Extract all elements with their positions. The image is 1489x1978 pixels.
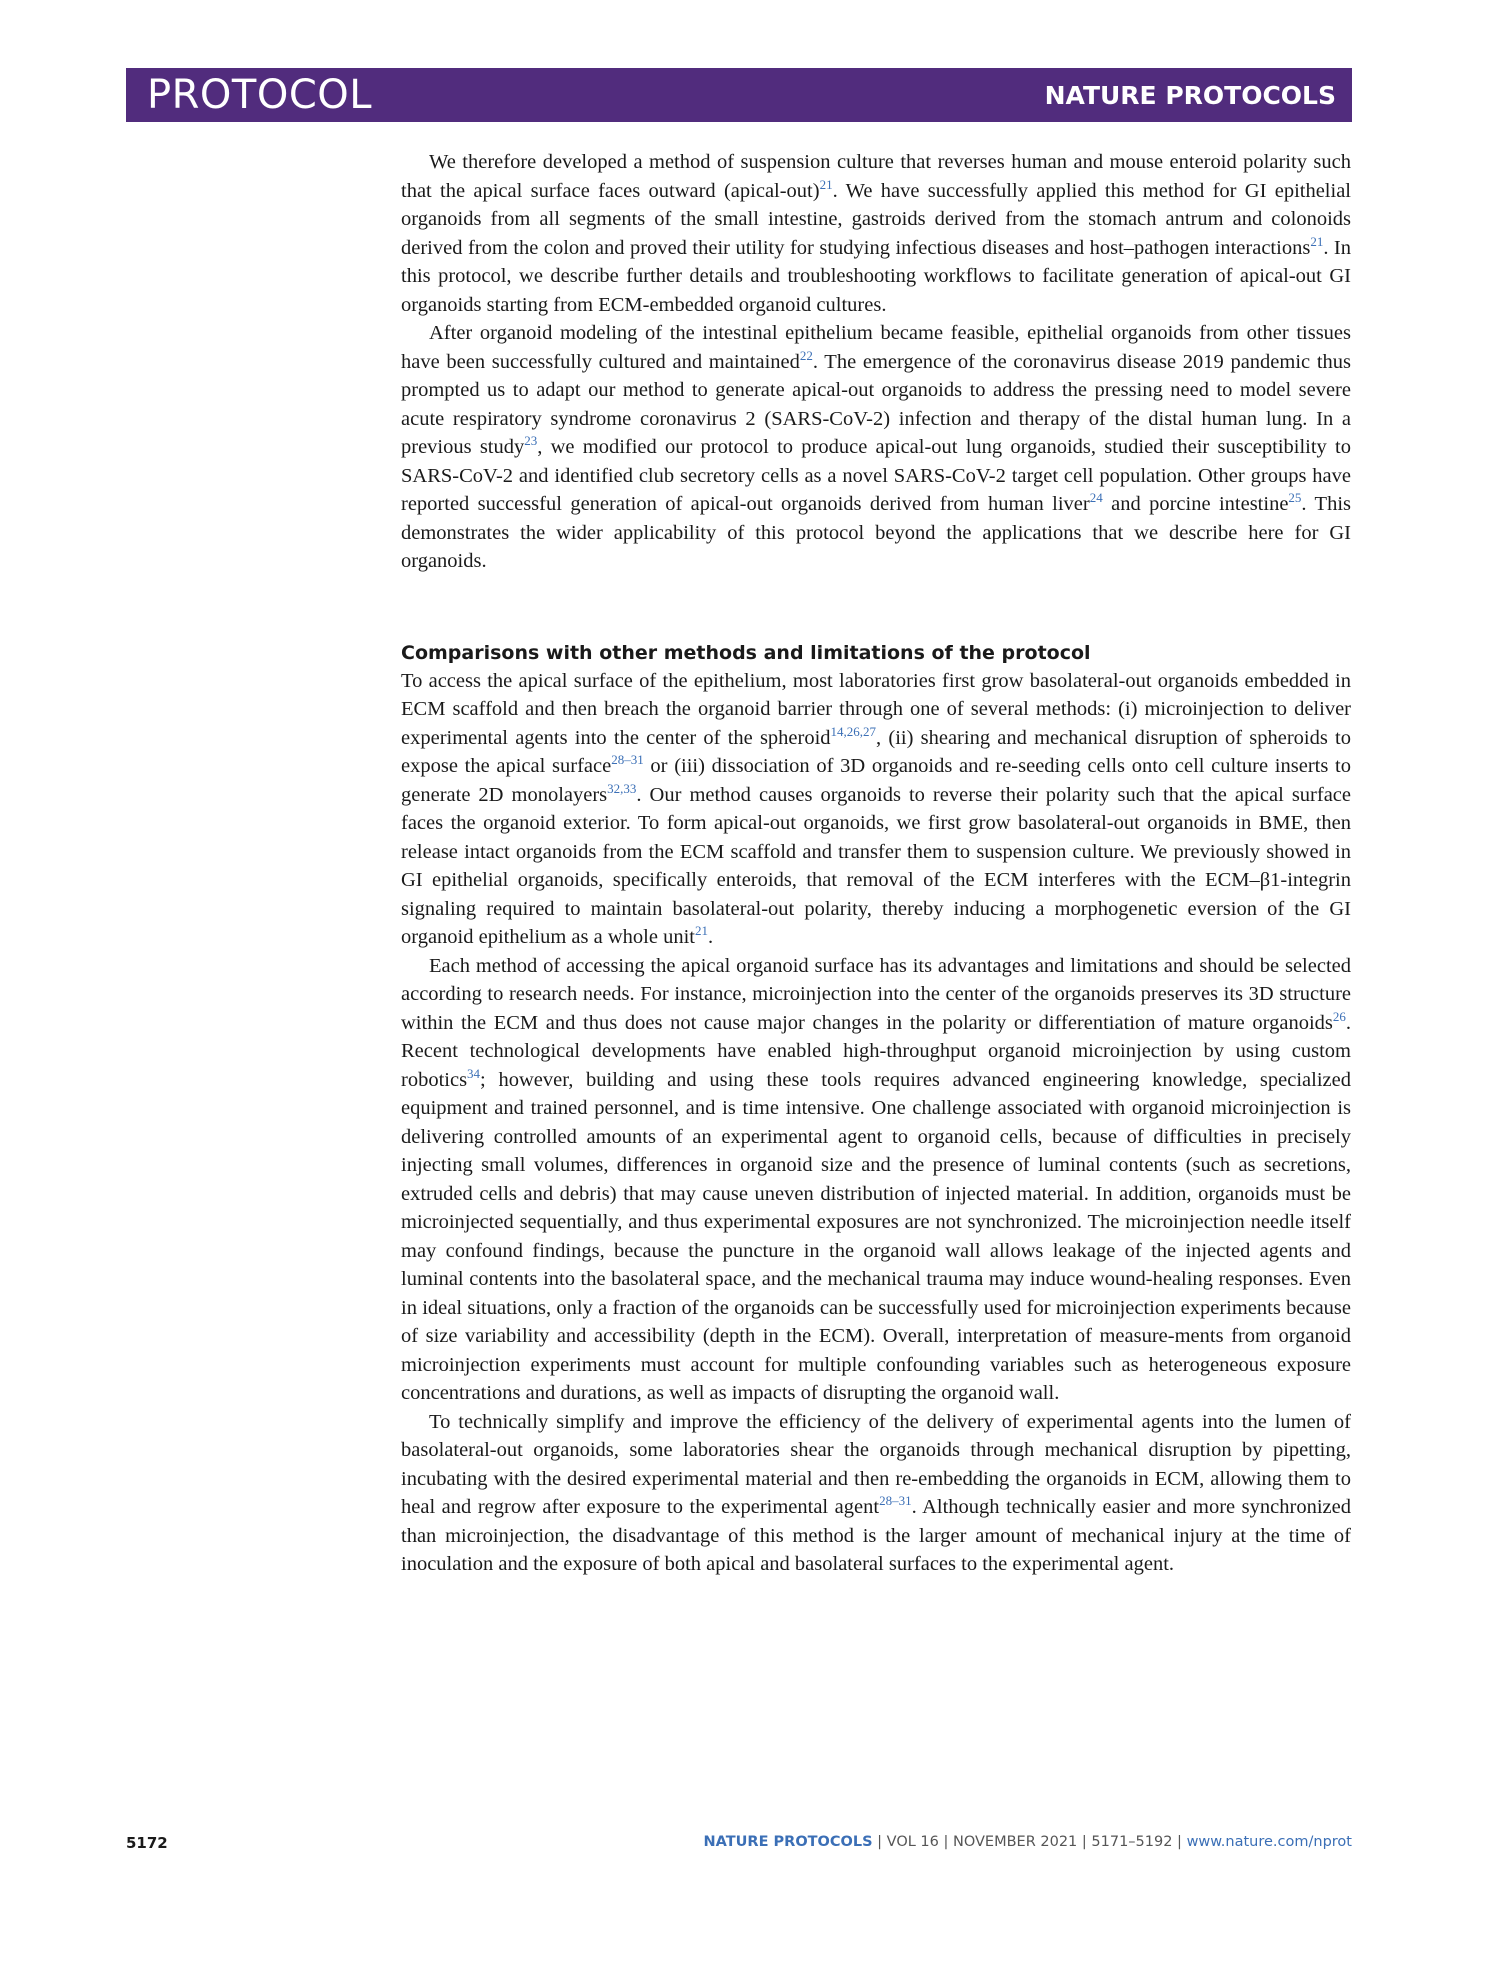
paragraph: To access the apical surface of the epithelium, most laboratories first grow basolateral-out organoids embedded in ECM scaffold and then breach the organoid barrier through one of several methods: (i) microinjection to deliver experimental agents into the center of the spheroid$^{14,26,27}$, (ii) shearing and mechanical disruption of spheroids to expose the apical surface$^{28-31}$ or (iii) dissociation of 3D organoids and re-seeding cells onto cell culture inserts to generate 2D monolayers$^{32,33}$. Our method causes organoids to reverse their polarity such that the apical surface faces the organoid exterior. To form apical-out organoids, we first grow basolateral-out organoids in BME, then release intact organoids from the ECM scaffold and transfer them to suspension culture. We previously showed in GI epithelial organoids, specifically enteroids, that removal of the ECM interferes with the ECM–β1-integrin signaling required to maintain basolateral-out polarity, thereby inducing a morphogenetic eversion of the GI organoid epithelium as a whole unit$^{21}$.: [401, 669, 1352, 948]
citation-link[interactable]: 24: [1089, 490, 1103, 506]
journal-url-link[interactable]: www.nature.com/nprot: [1186, 1834, 1352, 1850]
citation-link[interactable]: 28–31: [611, 752, 644, 768]
citation-link[interactable]: 21: [1310, 233, 1324, 249]
citation-link[interactable]: 23: [524, 433, 538, 449]
citation-link[interactable]: 21: [819, 176, 833, 192]
footer-citation: NATURE PROTOCOLS | VOL 16 | NOVEMBER 2021 | 5171–5192 | www.nature.com/nprot: [703, 1834, 1352, 1850]
citation-link[interactable]: 34: [467, 1065, 481, 1081]
citation-link[interactable]: 14,26,27: [830, 723, 877, 739]
footer-volume: VOL 16: [886, 1834, 939, 1850]
citation-link[interactable]: 21: [694, 923, 708, 939]
citation-link[interactable]: 28–31: [879, 1493, 912, 1509]
journal-name: NATURE PROTOCOLS: [1044, 81, 1336, 110]
header-bar: [126, 68, 1352, 122]
article-body: [401, 148, 1351, 1579]
footer-pages: 5171–5192: [1091, 1834, 1173, 1850]
paragraph: To technically simplify and improve the efficiency of the delivery of experimental agents into the lumen of basolateral-out organoids, some laboratories shear the organoids through mechanical disruption by pipetting, incubating with the desired experimental material and then re-embedding the organoids in ECM, allowing them to heal and regrow after exposure to the experimental agent$^{28-31}$. Although technically easier and more synchronized than microinjection, the disadvantage of this method is the larger amount of mechanical injury at the time of inoculation and the exposure of both apical and basolateral surfaces to the experimental agent.: [401, 1410, 1351, 1575]
citation-link[interactable]: 26: [1332, 1008, 1346, 1024]
paragraph: After organoid modeling of the intestinal epithelium became feasible, epithelial organoids from other tissues have been successfully cultured and maintained$^{22}$. The emergence of the coronavirus disease 2019 pandemic thus prompted us to adapt our method to generate apical-out organoids to address the pressing need to model severe acute respiratory syndrome coronavirus 2 (SARS-CoV-2) infection and therapy of the distal human lung. In a previous study$^{23}$, we modified our protocol to produce apical-out lung organoids, studied their susceptibility to SARS-CoV-2 and identified club secretory cells as a novel SARS-CoV-2 target cell population. Other groups have reported successful generation of apical-out organoids derived from human liver$^{24}$ and porcine intestine$^{25}$. This demonstrates the wider applicability of this protocol beyond the applications that we describe here for GI organoids.: [401, 322, 1352, 572]
footer-journal: NATURE PROTOCOLS: [703, 1834, 873, 1850]
footer-date: NOVEMBER 2021: [952, 1834, 1078, 1850]
section-heading: Comparisons with other methods and limitations of the protocol: [401, 641, 1091, 664]
citation-link[interactable]: 32,33: [607, 780, 637, 796]
paragraph: Each method of accessing the apical organoid surface has its advantages and limitations and should be selected according to research needs. For instance, microinjection into the center of the organoids preserves its 3D structure within the ECM and thus does not cause major changes in the polarity or differentiation of mature organoids$^{26}$. Recent technological developments have enabled high-throughput organoid microinjection by using custom robotics$^{34}$; however, building and using these tools requires advanced engineering knowledge, specialized equipment and trained personnel, and is time intensive. One challenge associated with organoid microinjection is delivering controlled amounts of an experimental agent to organoid cells, because of difficulties in precisely injecting small volumes, differences in organoid size and the presence of luminal contents (such as secretions, extruded cells and debris) that may cause uneven distribution of injected material. In addition, organoids must be microinjected sequentially, and thus experimental exposures are not synchronized. The microinjection needle itself may confound findings, because the puncture in the organoid wall allows leakage of the injected agents and luminal contents into the basolateral space, and the mechanical trauma may induce wound-healing responses. Even in ideal situations, only a fraction of the organoids can be successfully used for microinjection experiments because of size variability and accessibility (depth in the ECM). Overall, interpretation of measure-ments from organoid microinjection experiments must account for multiple confounding variables such as heterogeneous exposure concentrations and durations, as well as impacts of disrupting the organoid wall.: [401, 954, 1351, 1404]
paragraph: We therefore developed a method of suspension culture that reverses human and mouse enteroid polarity such that the apical surface faces outward (apical-out)$^{21}$. We have successfully applied this method for GI epithelial organoids from all segments of the small intestine, gastroids derived from the stomach antrum and colonoids derived from the colon and proved their utility for studying infectious diseases and host–pathogen interactions$^{21}$. In this protocol, we describe further details and troubleshooting workflows to facilitate generation of apical-out GI organoids starting from ECM-embedded organoid cultures.: [401, 151, 1352, 316]
citation-link[interactable]: 25: [1288, 490, 1302, 506]
citation-link[interactable]: 22: [799, 347, 813, 363]
section-label: PROTOCOL: [147, 72, 373, 118]
page-number: 5172: [126, 1834, 168, 1852]
